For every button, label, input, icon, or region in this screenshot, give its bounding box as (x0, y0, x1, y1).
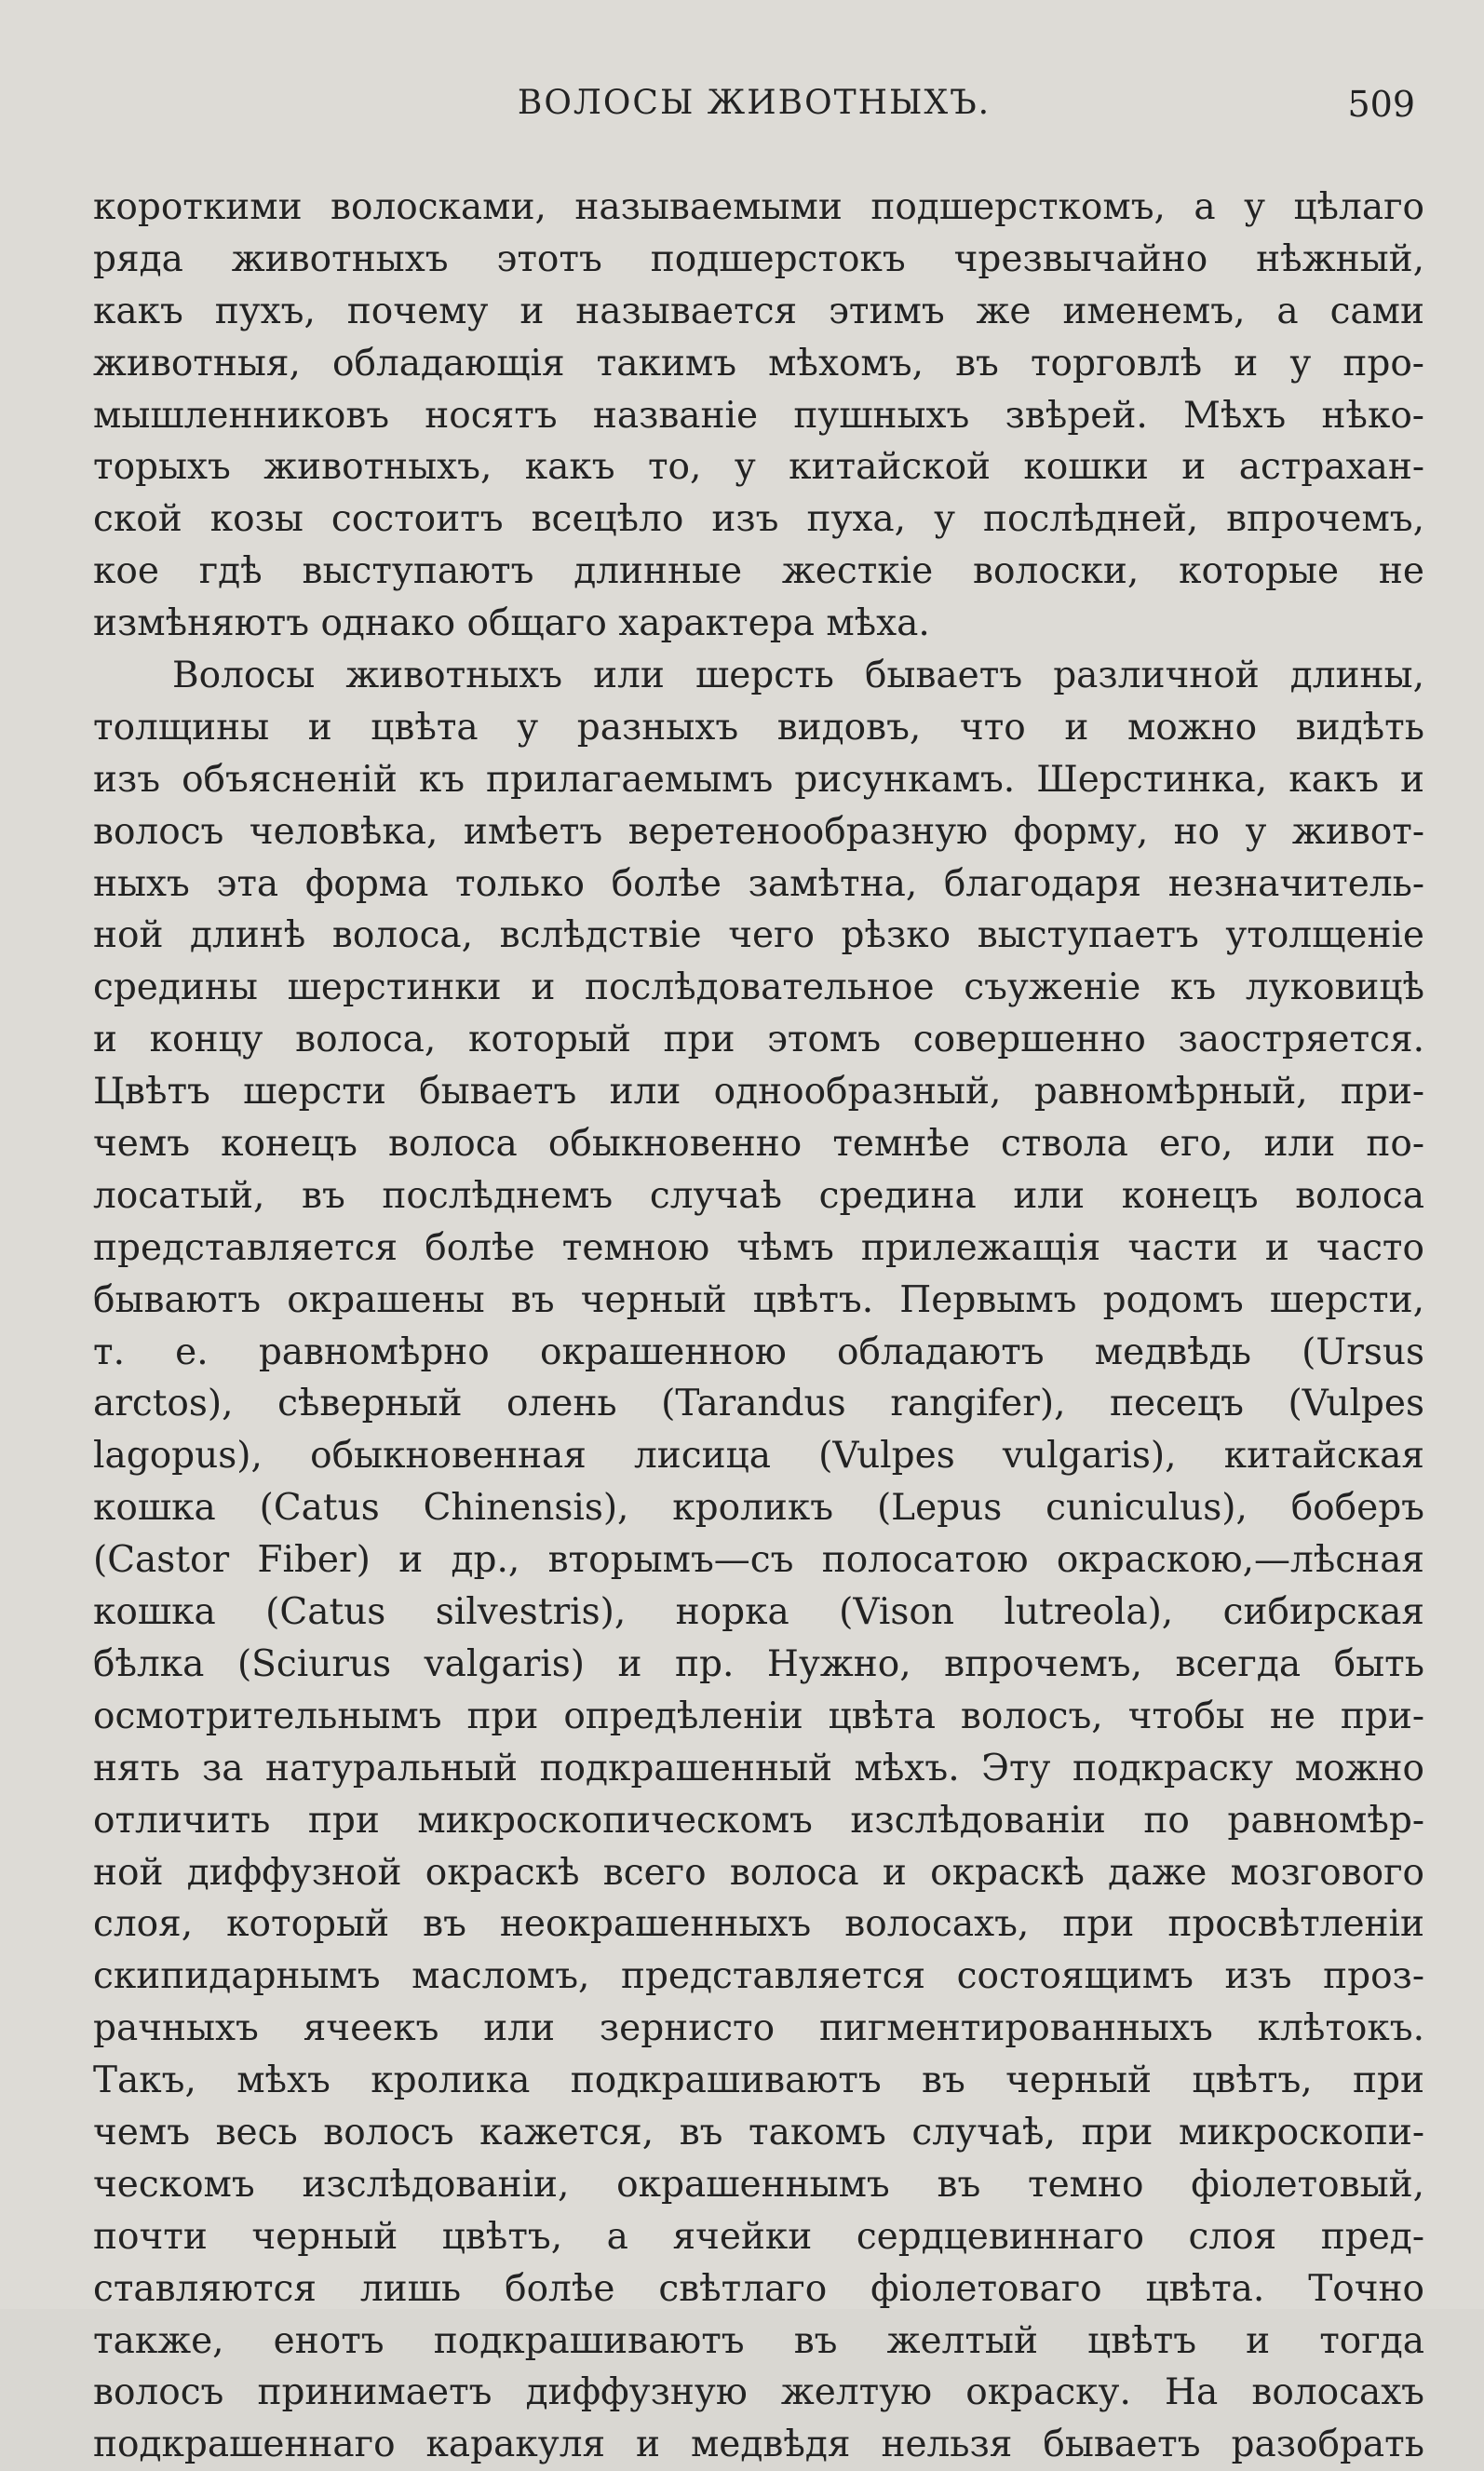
text-line: Волосы животныхъ или шерсть бываетъ различной длины, (172, 655, 1424, 697)
text-line: изъ объясненій къ прилагаемымъ рисункамъ. Шерстинка, какъ и (93, 758, 1424, 801)
text-line: чемъ конецъ волоса обыкновенно темнѣе ствола его, или по- (93, 1123, 1424, 1166)
text-line: волосъ принимаетъ диффузную желтую окраску. На волосахъ (93, 2371, 1424, 2414)
text-line: ныхъ эта форма только болѣе замѣтна, благодаря незначитель- (93, 862, 1424, 905)
text-line: какъ пухъ, почему и называется этимъ же именемъ, а сами (93, 290, 1424, 332)
text-line: arctos), сѣверный олень (Tarandus rangifer), песецъ (Vulpes (93, 1383, 1424, 1425)
paragraph (93, 650, 1424, 2471)
text-line: животныя, обладающія такимъ мѣхомъ, въ торговлѣ и у про- (93, 342, 1424, 385)
text-line: бываютъ окрашены въ черный цвѣтъ. Первымъ родомъ шерсти, (93, 1278, 1424, 1321)
text-line: ставляются лишь болѣе свѣтлаго фіолетоваго цвѣта. Точно (93, 2267, 1424, 2310)
text-line: кошка (Catus Chinensis), кроликъ (Lepus cuniculus), бобеpъ (93, 1487, 1424, 1530)
text-line: также, енотъ подкрашиваютъ въ желтый цвѣтъ и тогда (93, 2319, 1424, 2362)
text-line: измѣняютъ однако общаго характера мѣха. (93, 602, 930, 645)
text-line: и концу волоса, который при этомъ совершенно заостряется. (93, 1019, 1424, 1061)
text-line: торыхъ животныхъ, какъ то, у китайской кошки и астрахан- (93, 446, 1424, 489)
text-line: скипидарнымъ масломъ, представляется состоящимъ изъ проз- (93, 1955, 1424, 1998)
text-line: Такъ, мѣхъ кролика подкрашиваютъ въ черный цвѣтъ, при (93, 2059, 1424, 2102)
text-line: ческомъ изслѣдованіи, окрашеннымъ въ темно фіолетовый, (93, 2163, 1424, 2206)
text-line: ряда животныхъ этотъ подшерстокъ чрезвычайно нѣжный, (93, 237, 1424, 280)
text-line: рачныхъ ячеекъ или зернисто пигментированныхъ клѣтокъ. (93, 2007, 1424, 2050)
running-title: ВОЛОСЫ ЖИВОТНЫХЪ. (517, 84, 992, 122)
text-line: чемъ весь волосъ кажется, въ такомъ случаѣ, при микроскопи- (93, 2111, 1424, 2154)
text-line: слоя, который въ неокрашенныхъ волосахъ, при просвѣтленіи (93, 1903, 1424, 1946)
text-line: мышленниковъ носятъ названіе пушныхъ звѣрей. Мѣхъ нѣко- (93, 394, 1424, 437)
text-line: т. е. равномѣрно окрашенною обладаютъ медвѣдь (Ursus (93, 1330, 1424, 1373)
text-line: ной длинѣ волоса, вслѣдствіе чего рѣзко выступаетъ утолщеніе (93, 914, 1424, 957)
body-text (93, 182, 1424, 2471)
text-line: волосъ человѣка, имѣетъ веретенообразную форму, но у живот- (93, 810, 1424, 853)
text-line: нять за натуральный подкрашенный мѣхъ. Эту подкраску можно (93, 1747, 1424, 1789)
text-line: ной диффузной окраскѣ всего волоса и окраскѣ даже мозгового (93, 1851, 1424, 1894)
text-line: ской козы состоитъ всецѣло изъ пуха, у послѣдней, впрочемъ, (93, 498, 1424, 541)
paragraph (93, 182, 1424, 650)
text-line: Цвѣтъ шерсти бываетъ или однообразный, равномѣрный, при- (93, 1071, 1424, 1114)
page-header (93, 84, 1415, 140)
text-line: лосатый, въ послѣднемъ случаѣ средина или конецъ волоса (93, 1174, 1424, 1217)
text-line: lagopus), обыкновенная лисица (Vulpes vulgaris), китайская (93, 1435, 1424, 1478)
page-number: 509 (1347, 84, 1415, 125)
text-line: подкрашеннаго каракуля и медвѣдя нельзя бываетъ разобрать (93, 2424, 1424, 2466)
text-line: осмотрительнымъ при опредѣленіи цвѣта волосъ, чтобы не при- (93, 1695, 1424, 1737)
text-line: бѣлка (Sciurus valgaris) и пр. Нужно, впрочемъ, всегда быть (93, 1642, 1424, 1685)
text-line: отличить при микроскопическомъ изслѣдованіи по равномѣр- (93, 1799, 1424, 1842)
text-line: (Castor Fiber) и др., вторымъ—съ полосатою окраскою,—лѣсная (93, 1539, 1424, 1582)
text-line: кошка (Catus silvestris), норка (Vison lutreola), сибирская (93, 1591, 1424, 1634)
text-line: толщины и цвѣта у разныхъ видовъ, что и можно видѣть (93, 706, 1424, 749)
text-line: средины шерстинки и послѣдовательное съуженіе къ луковицѣ (93, 966, 1424, 1009)
text-line: короткими волосками, называемыми подшерсткомъ, а у цѣлаго (93, 186, 1424, 228)
text-line: кое гдѣ выступаютъ длинные жесткіе волоски, которые не (93, 550, 1424, 593)
text-line: представляется болѣе темною чѣмъ прилежащія части и часто (93, 1226, 1424, 1269)
text-line: почти черный цвѣтъ, а ячейки сердцевиннаго слоя пред- (93, 2215, 1424, 2258)
